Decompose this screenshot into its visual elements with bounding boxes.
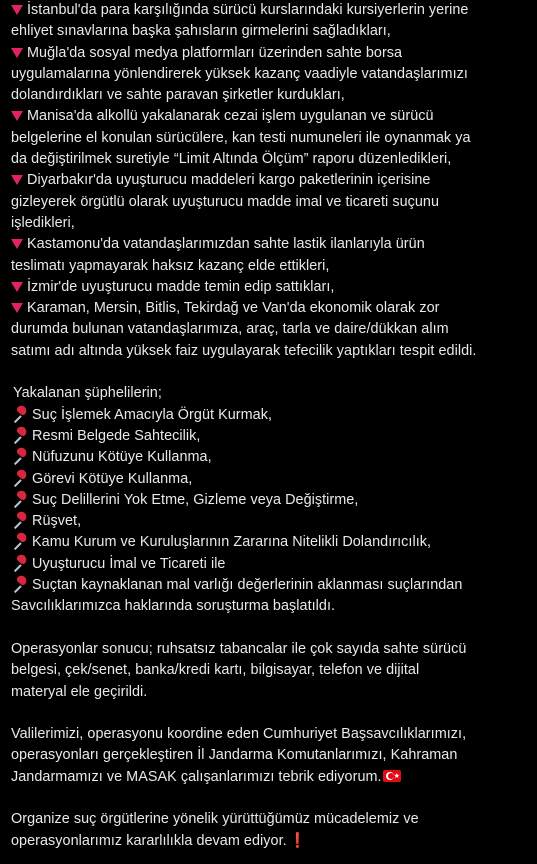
operation-item-line: [11, 319, 533, 340]
spacer: [11, 703, 533, 724]
charge-item-line: [11, 426, 533, 447]
charge-item: [11, 575, 533, 618]
pushpin-icon: [11, 491, 28, 507]
thanks-line: Valilerimizi, operasyonu koordine eden Cumhuriyet Başsavcılıklarımızı,: [11, 726, 467, 743]
charge-item: [11, 511, 533, 532]
pushpin-icon: [11, 448, 28, 464]
operation-item: [11, 298, 533, 362]
charge-item: [11, 447, 533, 468]
operation-item-line: [11, 106, 533, 127]
operation-item-line: [11, 128, 533, 149]
operation-item: [11, 234, 533, 277]
operation-item-line: [11, 192, 533, 213]
result-paragraph: [11, 639, 533, 703]
operation-item-line: [11, 277, 533, 298]
charge-item-text: Uyuşturucu İmal ve Ticareti ile: [32, 555, 226, 572]
operation-item-line: [11, 170, 533, 191]
operation-item-text: uygulamalarına yönlendirerek yüksek kazanç vaadiyle vatandaşlarımızı: [11, 65, 468, 82]
operation-item-text: işledikleri,: [11, 214, 75, 231]
red-triangle-down-icon: [11, 111, 23, 121]
pushpin-icon: [11, 576, 28, 592]
thanks-line: [11, 767, 533, 788]
turkey-flag-icon: ★: [383, 770, 401, 782]
spacer: [11, 618, 533, 639]
spacer: [11, 362, 533, 383]
red-triangle-down-icon: [11, 282, 23, 292]
operation-item: [11, 170, 533, 234]
pushpin-icon: [11, 406, 28, 422]
red-triangle-down-icon: [11, 48, 23, 58]
pushpin-icon: [11, 533, 28, 549]
red-triangle-down-icon: [11, 303, 23, 313]
thanks-line-text: Jandarmamızı ve MASAK çalışanlarımızı tebrik ediyorum.: [11, 768, 382, 785]
operation-item-line: [11, 43, 533, 64]
closing-line: [11, 831, 533, 852]
operation-item-line: [11, 0, 533, 21]
operation-item-text: gizleyerek örgütlü olarak uyuşturucu madde imal ve ticareti suçunu: [11, 193, 440, 210]
result-line: materyal ele geçirildi.: [11, 683, 148, 700]
operation-item-line: [11, 298, 533, 319]
charge-item-line: [11, 490, 533, 511]
charge-item-text: Suçtan kaynaklanan mal varlığı değerlerinin aklanması suçlarından: [32, 577, 463, 594]
charge-item-line: [11, 405, 533, 426]
operation-item-text: belgelerine el konulan sürücülere, kan testi numuneleri ile oynanmak ya: [11, 129, 471, 146]
thanks-line: operasyonları gerçekleştiren İl Jandarma Komutanlarımızı, Kahraman: [11, 747, 458, 764]
red-triangle-down-icon: [11, 5, 23, 15]
red-triangle-down-icon: [11, 239, 23, 249]
charge-item: [11, 426, 533, 447]
operation-item: [11, 0, 533, 43]
charge-item-line: [11, 511, 533, 532]
post-text: [11, 0, 533, 852]
operation-item-text: Muğla'da sosyal medya platformları üzerinden sahte borsa: [27, 44, 403, 61]
charges-list: [11, 405, 533, 618]
operation-item-text: Diyarbakır'da uyuşturucu maddeleri kargo paketlerinin içerisine: [27, 172, 431, 189]
operation-item-line: [11, 256, 533, 277]
operation-item-line: [11, 85, 533, 106]
operation-item-line: [11, 149, 533, 170]
operation-item-text: İzmir'de uyuşturucu madde temin edip sattıkları,: [27, 278, 335, 295]
charge-item-text: Suç İşlemek Amacıyla Örgüt Kurmak,: [32, 406, 273, 423]
charge-item: [11, 405, 533, 426]
operation-item-text: teslimatı yapmayarak haksız kazanç elde ettikleri,: [11, 257, 330, 274]
operation-item-text: da değiştirilmek suretiyle “Limit Altında Ölçüm” raporu düzenledikleri,: [11, 151, 452, 168]
operation-item-line: [11, 21, 533, 42]
operation-item-text: Karaman, Mersin, Bitlis, Tekirdağ ve Van'da ekonomik olarak zor: [27, 300, 440, 317]
closing-line-text: operasyonlarımız kararlılıkla devam ediyor.: [11, 832, 287, 849]
closing-paragraph: [11, 809, 533, 852]
suspects-heading: [11, 383, 533, 404]
charge-item: [11, 469, 533, 490]
charge-item-text: Görevi Kötüye Kullanma,: [32, 470, 193, 487]
operation-item: [11, 277, 533, 298]
operation-item-text: dolandırdıkları ve sahte paravan şirketler kurdukları,: [11, 87, 345, 104]
pushpin-icon: [11, 470, 28, 486]
spacer: [11, 788, 533, 809]
charge-item-text: Suç Delillerini Yok Etme, Gizleme veya Değiştirme,: [32, 491, 359, 508]
operation-item-text: satımı adı altında yüksek faiz uygulayarak tefecilik yaptıkları tespit edildi.: [11, 342, 477, 359]
charge-item-text: Kamu Kurum ve Kuruluşlarının Zararına Nitelikli Dolandırıcılık,: [32, 534, 432, 551]
red-triangle-down-icon: [11, 175, 23, 185]
operation-item-line: [11, 64, 533, 85]
charge-item-line: [11, 596, 533, 617]
suspects-heading-text: Yakalanan şüphelilerin;: [13, 385, 162, 402]
operation-item-text: ehliyet sınavlarına başka şahısların girmelerini sağladıkları,: [11, 23, 391, 40]
operation-item-text: Manisa'da alkollü yakalanarak cezai işlem uygulanan ve sürücü: [27, 108, 434, 125]
charge-item-text: Rüşvet,: [32, 513, 82, 530]
charge-item-line: [11, 554, 533, 575]
pushpin-icon: [11, 555, 28, 571]
charge-item-line: [11, 575, 533, 596]
operation-item: [11, 106, 533, 170]
thanks-paragraph: [11, 724, 533, 788]
operation-item-line: [11, 213, 533, 234]
closing-line: Organize suç örgütlerine yönelik yürüttüğümüz mücadelemiz ve: [11, 811, 419, 828]
charge-item-line: [11, 447, 533, 468]
result-line: Operasyonlar sonucu; ruhsatsız tabancalar ile çok sayıda sahte sürücü: [11, 640, 467, 657]
pushpin-icon: [11, 427, 28, 443]
charge-item: [11, 532, 533, 553]
result-line: belgesi, çek/senet, banka/kredi kartı, bilgisayar, telefon ve dijital: [11, 662, 420, 679]
operation-item-line: [11, 234, 533, 255]
pushpin-icon: [11, 512, 28, 528]
charge-item: [11, 554, 533, 575]
charge-item-text: Savcılıklarımızca haklarında soruşturma başlatıldı.: [11, 598, 336, 615]
operation-list: [11, 0, 533, 362]
operation-item-line: [11, 341, 533, 362]
operation-item-text: Kastamonu'da vatandaşlarımızdan sahte lastik ilanlarıyla ürün: [27, 236, 425, 253]
operation-item-text: durumda bulunan vatandaşlarımıza, araç, tarla ve daire/dükkan alım: [11, 321, 449, 338]
charge-item-text: Resmi Belgede Sahtecilik,: [32, 427, 201, 444]
charge-item-line: [11, 469, 533, 490]
operation-item: [11, 43, 533, 107]
charge-item: [11, 490, 533, 511]
red-exclamation-icon: ❗: [288, 832, 307, 849]
charge-item-line: [11, 532, 533, 553]
operation-item-text: İstanbul'da para karşılığında sürücü kurslarındaki kursiyerlerin yerine: [27, 2, 469, 18]
charge-item-text: Nüfuzunu Kötüye Kullanma,: [32, 449, 212, 466]
